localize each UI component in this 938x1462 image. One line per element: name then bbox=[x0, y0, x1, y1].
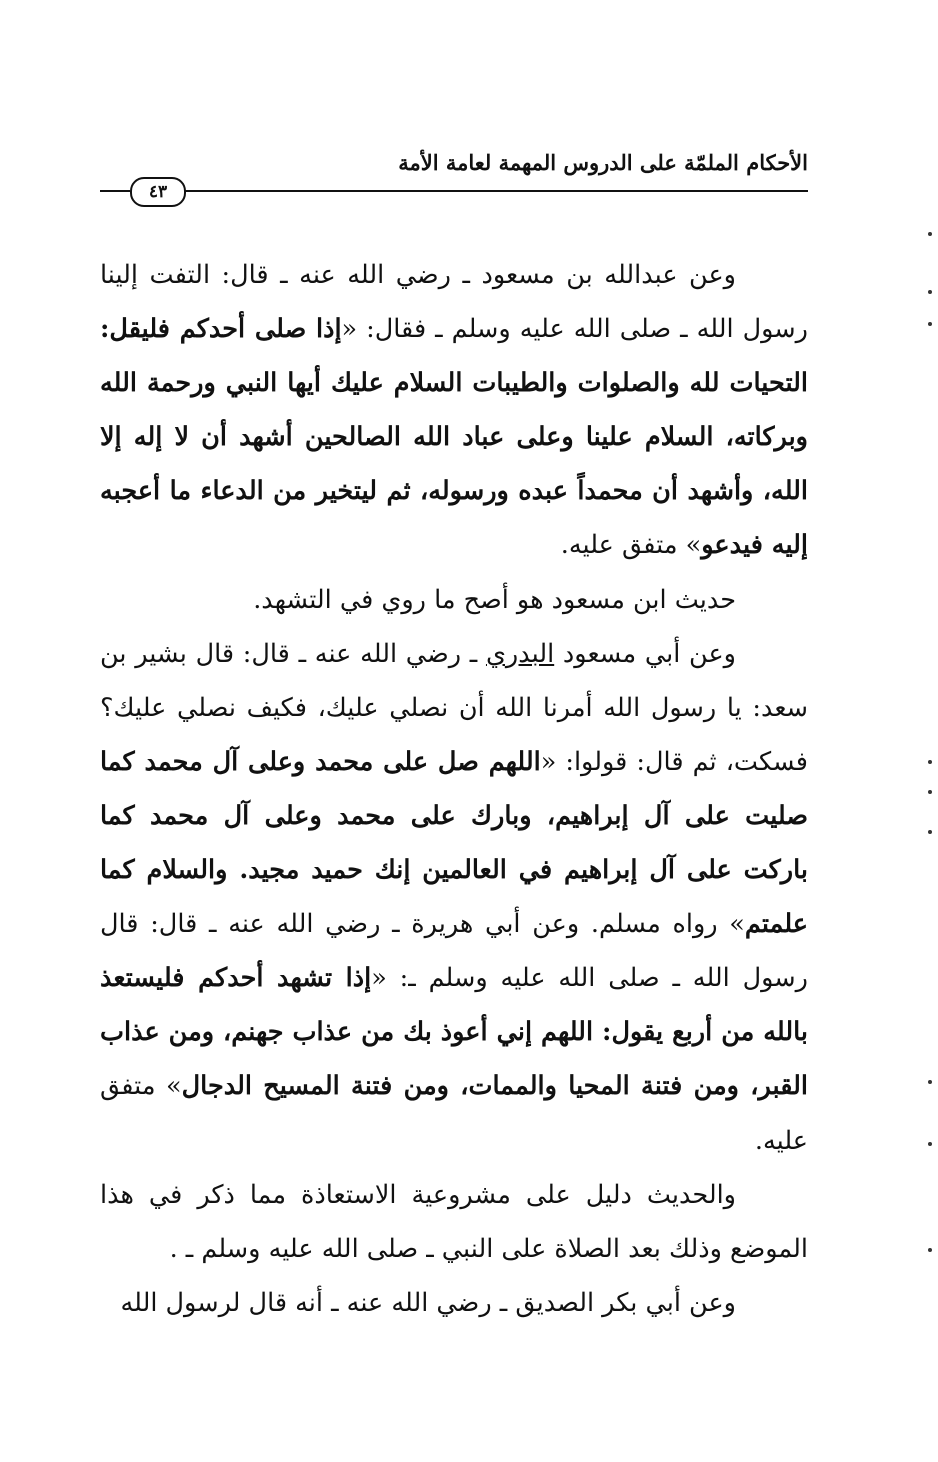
body-text bbox=[100, 248, 808, 1330]
scan-dot bbox=[928, 1142, 932, 1146]
header-title: الأحكام الملمّة على الدروس المهمة لعامة الأمة bbox=[398, 150, 808, 175]
running-header bbox=[100, 150, 808, 210]
narration-text: ـ رضي الله عنه ـ قال: قال بشير بن سعد: يا رسول الله أمرنا الله أن نصلي عليك، فكيف نصلي عليك؟ فسكت، ثم قال: قولوا: « bbox=[100, 638, 808, 777]
header-rule-left bbox=[100, 190, 130, 192]
paragraph-commentary: والحديث دليل على مشروعية الاستعاذة مما ذكر في هذا الموضع وذلك بعد الصلاة على النبي ـ صلى الله عليه وسلم ـ . bbox=[100, 1179, 808, 1264]
scan-dot bbox=[928, 322, 932, 326]
hadith-text-tashahhud: إذا صلى أحدكم فليقل: التحيات لله والصلوات والطيبات السلام عليك أيها النبي ورحمة الله وبركاته، السلام علينا وعلى عباد الله الصالحين أشهد أن لا إله إلا الله، وأشهد أن محمداً عبده ورسوله، ثم ليتخير من الدعاء ما أعجبه إليه فيدعو bbox=[100, 314, 808, 561]
scan-dot bbox=[928, 1080, 932, 1084]
scan-margin-marks bbox=[918, 0, 938, 1462]
scan-dot bbox=[928, 290, 932, 294]
header-rule bbox=[184, 190, 808, 192]
paragraph-ibn-masud-hadith bbox=[100, 248, 808, 573]
scan-dot bbox=[928, 1248, 932, 1252]
source-note: » متفق عليه. bbox=[560, 530, 702, 561]
scan-dot bbox=[928, 830, 932, 834]
hadith-text-salawat: اللهم صل على محمد وعلى آل محمد كما صليت على آل إبراهيم، وبارك على محمد وعلى آل محمد كما باركت على آل إبراهيم في العالمين إنك حميد مجيد. والسلام كما علمتم bbox=[100, 746, 808, 940]
paragraph-abu-bakr: وعن أبي بكر الصديق ـ رضي الله عنه ـ أنه قال لرسول الله bbox=[120, 1287, 736, 1318]
hadith-text-istiadha: إذا تشهد أحدكم فليستعذ بالله من أربع يقول: اللهم إني أعوذ بك من عذاب جهنم، ومن عذاب القبر، ومن فتنة المحيا والممات، ومن فتنة المسيح الدجال bbox=[100, 963, 808, 1102]
narration-text: وعن أبي مسعود bbox=[554, 638, 736, 669]
scan-dot bbox=[928, 232, 932, 236]
narration-text: » رواه مسلم. وعن أبي هريرة ـ رضي الله عنه ـ قال: قال رسول الله ـ صلى الله عليه وسلم ـ: « bbox=[100, 909, 808, 994]
underlined-name: البدري bbox=[485, 638, 555, 669]
scan-dot bbox=[928, 760, 932, 764]
source-note: » متفق عليه. bbox=[100, 1071, 808, 1156]
narration-text: وعن عبدالله بن مسعود ـ رضي الله عنه ـ قال: التفت إلينا رسول الله ـ صلى الله عليه وسلم ـ فقال: « bbox=[100, 260, 808, 345]
paragraph-salawat-hadith bbox=[100, 627, 808, 1168]
page-number: ٤٣ bbox=[130, 177, 186, 207]
scan-dot bbox=[928, 790, 932, 794]
paragraph-commentary: حديث ابن مسعود هو أصح ما روي في التشهد. bbox=[253, 584, 736, 615]
